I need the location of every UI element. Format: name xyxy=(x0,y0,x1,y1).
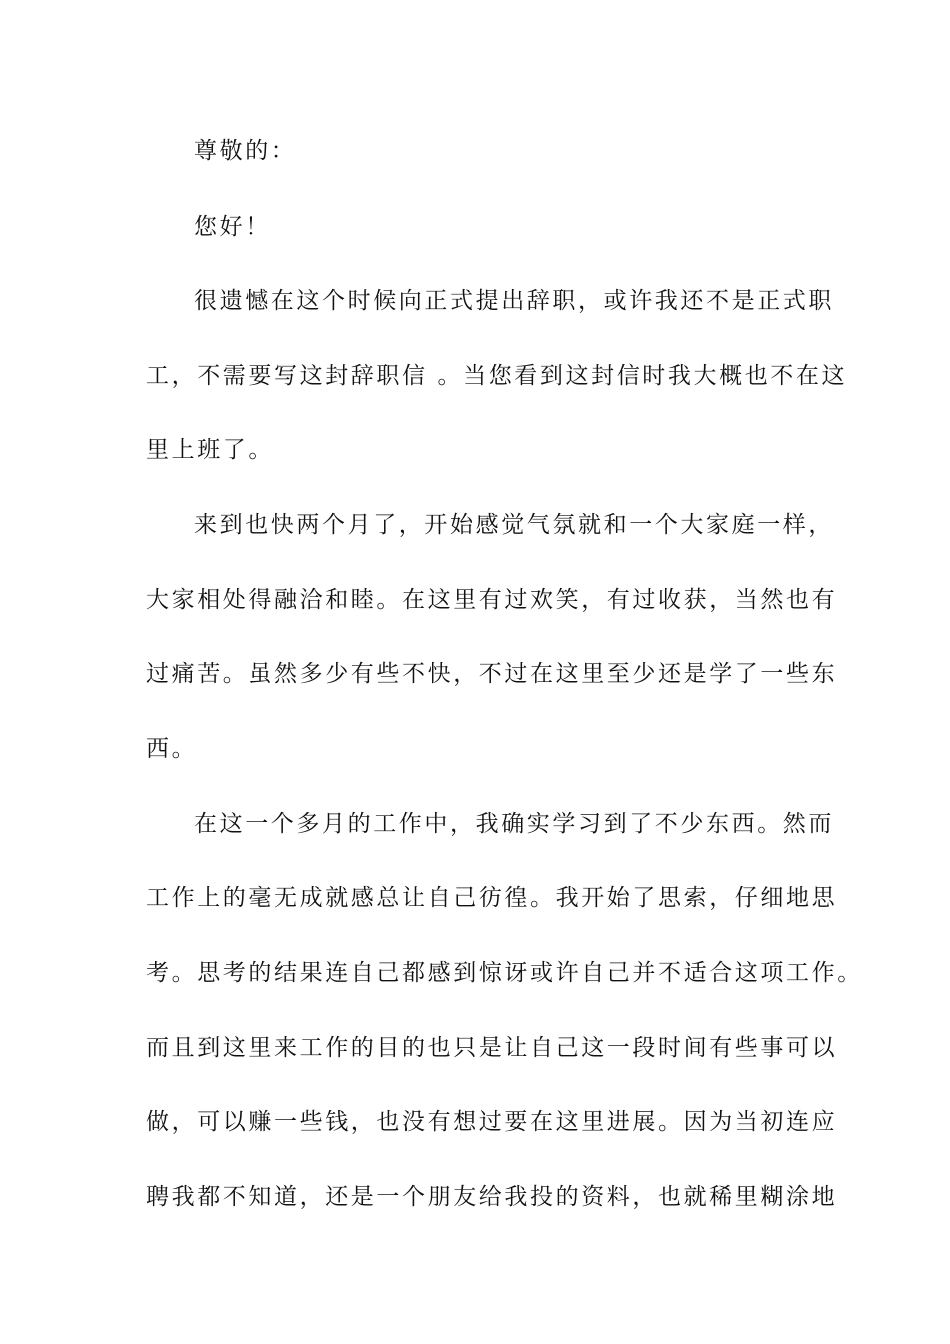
paragraph-1-line-1: 很遗憾在这个时候向正式提出辞职，或许我还不是正式职 xyxy=(194,288,834,314)
paragraph-2-line-1: 来到也快两个月了，开始感觉气氛就和一个大家庭一样， xyxy=(194,512,834,538)
paragraph-2-line-2: 大家相处得融洽和睦。在这里有过欢笑，有过收获，当然也有 xyxy=(146,587,838,613)
paragraph-3-line-1: 在这一个多月的工作中，我确实学习到了不少东西。然而 xyxy=(194,811,834,837)
paragraph-2-line-4: 西。 xyxy=(146,736,198,762)
salutation: 尊敬的： xyxy=(194,138,297,164)
paragraph-1-line-2: 工，不需要写这封辞职信 。当您看到这封信时我大概也不在这 xyxy=(146,363,848,389)
greeting: 您好！ xyxy=(194,214,271,240)
paragraph-1-line-3: 里上班了。 xyxy=(146,437,274,463)
paragraph-3-line-3: 考。思考的结果连自己都感到惊讶或许自己并不适合这项工作。 xyxy=(146,960,863,986)
paragraph-3-line-5: 做，可以赚一些钱，也没有想过要在这里进展。因为当初连应 xyxy=(146,1109,838,1135)
paragraph-3-line-6: 聘我都不知道，还是一个朋友给我投的资料，也就稀里糊涂地 xyxy=(146,1184,838,1210)
paragraph-3-line-4: 而且到这里来工作的目的也只是让自己这一段时间有些事可以 xyxy=(146,1035,838,1061)
paragraph-2-line-3: 过痛苦。虽然多少有些不快，不过在这里至少还是学了一些东 xyxy=(146,661,838,687)
paragraph-3-line-2: 工作上的毫无成就感总让自己彷徨。我开始了思索，仔细地思 xyxy=(146,885,838,911)
